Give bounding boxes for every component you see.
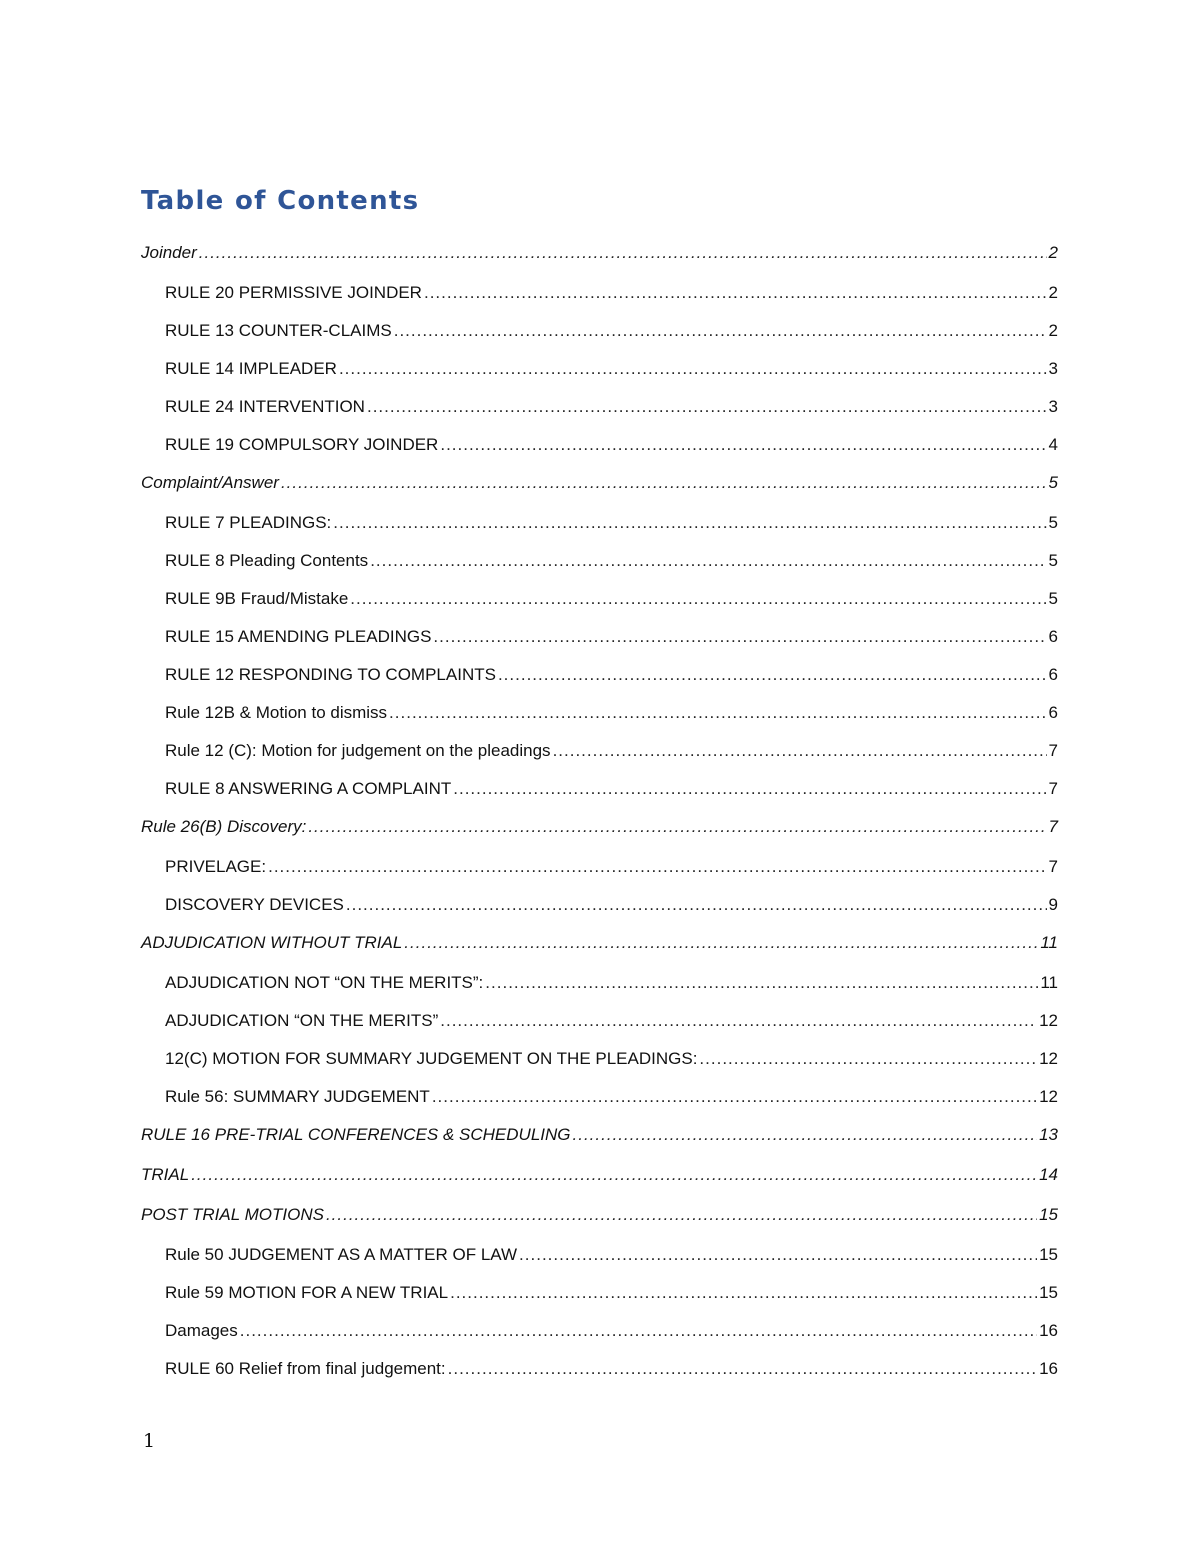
toc-entry-page-number: 5 (1048, 589, 1058, 608)
toc-subsection-link[interactable] (141, 1236, 1058, 1274)
toc-subsection-link[interactable] (141, 1274, 1058, 1312)
toc-entry-label: RULE 13 COUNTER-CLAIMS (165, 321, 392, 340)
toc-entry-label: Rule 56: SUMMARY JUDGEMENT (165, 1087, 430, 1106)
toc-entry-label: ADJUDICATION NOT “ON THE MERITS”: (165, 973, 484, 992)
toc-entry-page-number: 15 (1039, 1245, 1058, 1264)
toc-subsection-link[interactable] (141, 388, 1058, 426)
toc-dot-leader (191, 1156, 1037, 1194)
toc-entry-page-number: 16 (1039, 1359, 1058, 1378)
toc-subsection-link[interactable] (141, 732, 1058, 770)
toc-dot-leader (699, 1040, 1037, 1078)
toc-entry-label: POST TRIAL MOTIONS (141, 1205, 324, 1224)
toc-entry-label: Joinder (141, 243, 197, 262)
toc-entry-page-number: 12 (1039, 1087, 1058, 1106)
toc-entry-label: RULE 9B Fraud/Mistake (165, 589, 349, 608)
toc-dot-leader (432, 1078, 1037, 1116)
toc-subsection-link[interactable] (141, 580, 1058, 618)
toc-dot-leader (339, 350, 1047, 388)
toc-entry-page-number: 3 (1048, 397, 1058, 416)
page-number: 1 (143, 1430, 156, 1452)
toc-entry-page-number: 2 (1048, 283, 1058, 302)
toc-entry-label: RULE 19 COMPULSORY JOINDER (165, 435, 439, 454)
toc-entry-page-number: 5 (1048, 473, 1058, 492)
toc-entry-page-number: 6 (1048, 665, 1058, 684)
toc-dot-leader (519, 1236, 1037, 1274)
toc-entry-label: RULE 15 AMENDING PLEADINGS (165, 627, 432, 646)
toc-entry-page-number: 2 (1048, 321, 1058, 340)
toc-dot-leader (553, 732, 1047, 770)
toc-entry-label: Complaint/Answer (141, 473, 279, 492)
toc-entry-page-number: 2 (1048, 243, 1058, 262)
toc-entry-label: RULE 16 PRE-TRIAL CONFERENCES & SCHEDULING (141, 1125, 571, 1144)
toc-entry-label: Rule 59 MOTION FOR A NEW TRIAL (165, 1283, 449, 1302)
toc-entry-label: RULE 8 Pleading Contents (165, 551, 369, 570)
toc-dot-leader (440, 426, 1046, 464)
toc-entry-page-number: 16 (1039, 1321, 1058, 1340)
toc-entry-label: RULE 24 INTERVENTION (165, 397, 365, 416)
toc-subsection-link[interactable] (141, 350, 1058, 388)
toc-entry-label: TRIAL (141, 1165, 190, 1184)
toc-dot-leader (440, 1002, 1037, 1040)
toc-subsection-link[interactable] (141, 964, 1058, 1002)
toc-dot-leader (498, 656, 1047, 694)
toc-section-link[interactable] (141, 464, 1058, 504)
toc-dot-leader (326, 1196, 1037, 1234)
toc-dot-leader (389, 694, 1046, 732)
toc-dot-leader (573, 1116, 1038, 1154)
toc-dot-leader (370, 542, 1046, 580)
toc-subsection-link[interactable] (141, 770, 1058, 808)
toc-entry-label: Rule 12 (C): Motion for judgement on the pleadings (165, 741, 551, 760)
toc-subsection-link[interactable] (141, 848, 1058, 886)
toc-dot-leader (350, 580, 1046, 618)
toc-dot-leader (485, 964, 1038, 1002)
toc-entry-page-number: 9 (1048, 895, 1058, 914)
toc-subsection-link[interactable] (141, 1002, 1058, 1040)
toc-entry-page-number: 11 (1040, 973, 1058, 992)
toc-entry-page-number: 5 (1048, 551, 1058, 570)
toc-entry-label: RULE 60 Relief from final judgement: (165, 1359, 446, 1378)
toc-entry-label: ADJUDICATION “ON THE MERITS” (165, 1011, 439, 1030)
toc-dot-leader (367, 388, 1047, 426)
toc-subsection-link[interactable] (141, 694, 1058, 732)
toc-dot-leader (394, 312, 1047, 350)
toc-section-link[interactable] (141, 1116, 1058, 1156)
toc-entry-page-number: 7 (1048, 857, 1058, 876)
toc-entry-label: Rule 12B & Motion to dismiss (165, 703, 388, 722)
toc-dot-leader (308, 808, 1046, 846)
toc-entry-label: RULE 14 IMPLEADER (165, 359, 337, 378)
toc-entry-page-number: 14 (1039, 1165, 1058, 1184)
toc-dot-leader (404, 924, 1038, 962)
toc-entry-page-number: 4 (1048, 435, 1058, 454)
toc-entry-label: RULE 7 PLEADINGS: (165, 513, 332, 532)
toc-dot-leader (448, 1350, 1037, 1388)
toc-entry-page-number: 6 (1048, 627, 1058, 646)
toc-section-link[interactable] (141, 1156, 1058, 1196)
toc-subsection-link[interactable] (141, 1312, 1058, 1350)
toc-heading: Table of Contents (141, 186, 420, 216)
toc-dot-leader (281, 464, 1047, 502)
toc-subsection-link[interactable] (141, 1078, 1058, 1116)
toc-entry-page-number: 7 (1048, 741, 1058, 760)
toc-entry-label: Damages (165, 1321, 238, 1340)
toc-entry-page-number: 7 (1048, 779, 1058, 798)
toc-entry-page-number: 12 (1039, 1049, 1058, 1068)
toc-list (141, 234, 1058, 1388)
toc-entry-label: RULE 20 PERMISSIVE JOINDER (165, 283, 422, 302)
toc-subsection-link[interactable] (141, 1350, 1058, 1388)
toc-section-link[interactable] (141, 924, 1058, 964)
toc-dot-leader (450, 1274, 1037, 1312)
toc-subsection-link[interactable] (141, 312, 1058, 350)
toc-entry-label: ADJUDICATION WITHOUT TRIAL (141, 933, 403, 952)
toc-entry-page-number: 5 (1048, 513, 1058, 532)
toc-dot-leader (268, 848, 1046, 886)
toc-subsection-link[interactable] (141, 542, 1058, 580)
toc-entry-page-number: 15 (1039, 1205, 1058, 1224)
toc-entry-label: Rule 50 JUDGEMENT AS A MATTER OF LAW (165, 1245, 518, 1264)
toc-entry-label: RULE 12 RESPONDING TO COMPLAINTS (165, 665, 496, 684)
toc-dot-leader (199, 234, 1047, 272)
toc-subsection-link[interactable] (141, 504, 1058, 542)
toc-dot-leader (424, 274, 1047, 312)
toc-entry-label: PRIVELAGE: (165, 857, 267, 876)
toc-dot-leader (453, 770, 1046, 808)
toc-entry-page-number: 7 (1048, 817, 1058, 836)
toc-entry-label: DISCOVERY DEVICES (165, 895, 344, 914)
toc-section-link[interactable] (141, 808, 1058, 848)
toc-entry-label: 12(C) MOTION FOR SUMMARY JUDGEMENT ON THE PLEADINGS: (165, 1049, 698, 1068)
toc-subsection-link[interactable] (141, 1040, 1058, 1078)
toc-dot-leader (433, 618, 1046, 656)
toc-section-link[interactable] (141, 234, 1058, 274)
toc-entry-label: RULE 8 ANSWERING A COMPLAINT (165, 779, 452, 798)
toc-subsection-link[interactable] (141, 274, 1058, 312)
toc-subsection-link[interactable] (141, 426, 1058, 464)
toc-entry-page-number: 15 (1039, 1283, 1058, 1302)
toc-entry-page-number: 13 (1039, 1125, 1058, 1144)
toc-section-link[interactable] (141, 1196, 1058, 1236)
toc-entry-label: Rule 26(B) Discovery: (141, 817, 307, 836)
toc-dot-leader (240, 1312, 1037, 1350)
toc-dot-leader (346, 886, 1047, 924)
toc-entry-page-number: 3 (1048, 359, 1058, 378)
toc-subsection-link[interactable] (141, 886, 1058, 924)
toc-entry-page-number: 12 (1039, 1011, 1058, 1030)
toc-dot-leader (333, 504, 1046, 542)
toc-entry-page-number: 6 (1048, 703, 1058, 722)
toc-subsection-link[interactable] (141, 618, 1058, 656)
toc-subsection-link[interactable] (141, 656, 1058, 694)
toc-entry-page-number: 11 (1040, 933, 1058, 952)
